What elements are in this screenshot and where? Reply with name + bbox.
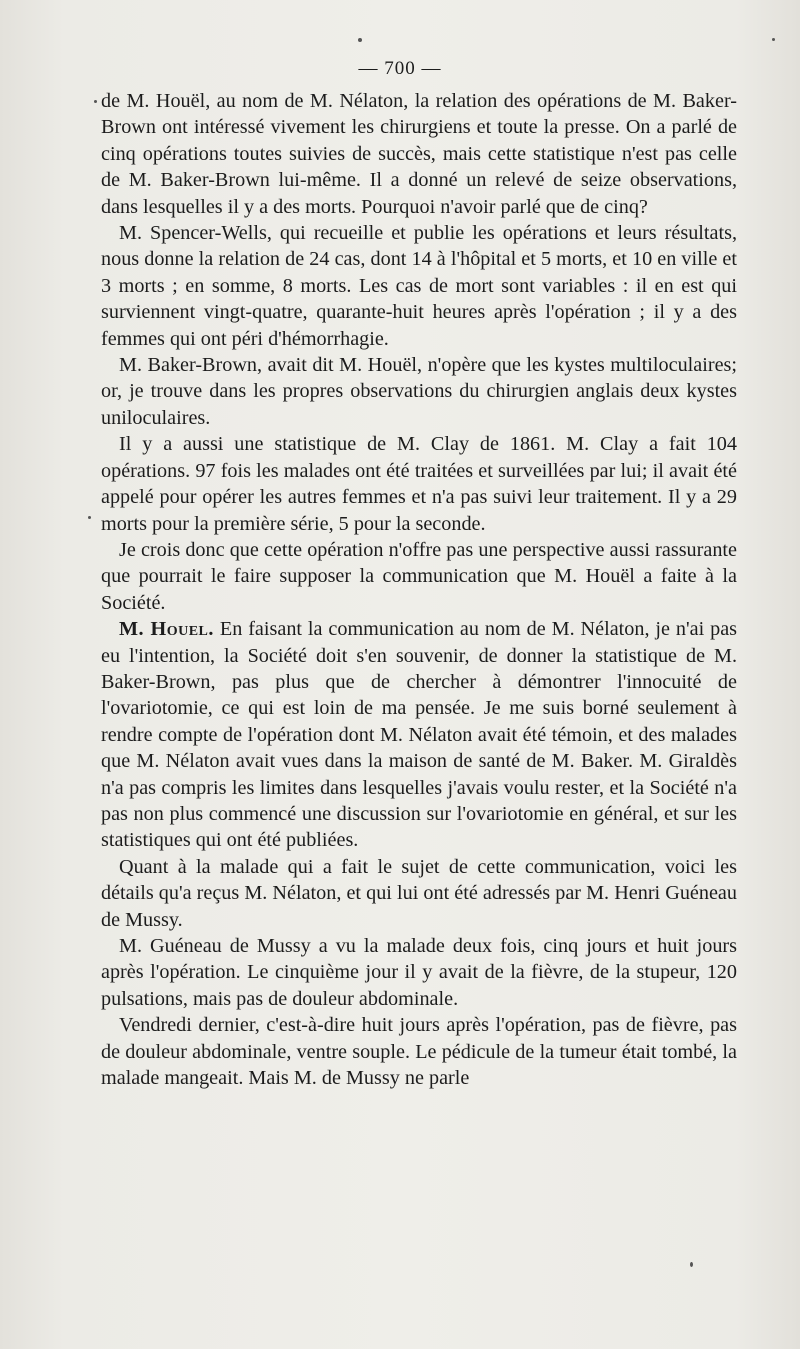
body-text: [101, 88, 737, 1091]
paper-speck: [772, 38, 775, 41]
paragraph-text: Vendredi dernier, c'est-à-dire huit jours après l'opération, pas de fièvre, pas de douleur abdominale, ventre souple. Le pédicule de la tumeur était tombé, la malade mangeait. Mais M. de Mussy ne parle: [101, 1014, 737, 1090]
paragraph-text: M. Spencer-Wells, qui recueille et publie les opérations et leurs résultats, nous donne la relation de 24 cas, dont 14 à l'hôpital et 5 morts, et 10 en ville et 3 morts ; en somme, 8 morts. Les cas de mort sont variables : il en est qui surviennent vingt-quatre, quarante-huit heures après l'opération ; il y a des femmes qui ont péri d'hémorrhagie.: [101, 222, 737, 350]
paragraph-text: Quant à la malade qui a fait le sujet de cette communication, voici les détails qu'a reçus M. Nélaton, et qui lui ont été adressés par M. Henri Guéneau de Mussy.: [101, 855, 737, 931]
paragraph-text: En faisant la communication au nom de M. Nélaton, je n'ai pas eu l'intention, la Société doit s'en souvenir, de donner la statistique de M. Baker-Brown, pas plus que de chercher à démontrer l'innocuité de l'ovariotomie, ce qui est loin de ma pensée. Je me suis borné seulement à rendre compte de l'opération dont M. Nélaton avait été témoin, et des malades que M. Nélaton avait vues dans la maison de santé de M. Baker. M. Giraldès n'a pas compris les limites dans lesquelles j'avais voulu rester, et la Société n'a pas non plus commencé une discussion sur l'ovariotomie en général, et sur les statistiques qui ont été publiées.: [101, 618, 738, 852]
paper-speck: [358, 38, 362, 42]
paragraph-clay-statistics: [101, 431, 737, 537]
paragraph-conclusion: [101, 537, 737, 616]
speaker-name: M. Houel.: [119, 618, 214, 641]
paper-speck: [690, 1262, 693, 1267]
paragraph-gueneau-visit: [101, 933, 737, 1012]
paragraph-text: M. Baker-Brown, avait dit M. Houël, n'opère que les kystes multiloculaires; or, je trouve dans les propres observations du chirurgien anglais deux kystes uniloculaires.: [101, 354, 737, 429]
paper-speck: [88, 516, 91, 519]
paragraph-spencer-wells: [101, 220, 737, 352]
paragraph-text: Je crois donc que cette opération n'offre pas une perspective aussi rassurante que pourrait le faire supposer la communication que M. Houël a faite à la Société.: [101, 538, 737, 614]
page-number: — 700 —: [358, 58, 442, 79]
paper-speck: [94, 100, 97, 103]
paragraph-friday-report: [101, 1012, 737, 1091]
paragraph-text: M. Guéneau de Mussy a vu la malade deux fois, cinq jours et huit jours après l'opération. Le cinquième jour il y avait de la fièvre, de la stupeur, 120 pulsations, mais pas de douleur abdominale.: [101, 935, 737, 1010]
paragraph-houel-reply: [101, 616, 737, 854]
paragraph-baker-brown: [101, 352, 737, 431]
paragraph-patient-details: [101, 854, 737, 933]
paragraph-continuation: [101, 88, 737, 220]
paragraph-text: Il y a aussi une statistique de M. Clay de 1861. M. Clay a fait 104 opérations. 97 fois les malades ont été traitées et surveillées par lui; il avait été appelé pour opérer les autres femmes et n'a pas suivi leur traitement. Il y a 29 morts pour la première série, 5 pour la seconde.: [101, 433, 737, 535]
paragraph-text: de M. Houël, au nom de M. Nélaton, la relation des opérations de M. Baker-Brown ont intéressé vivement les chirurgiens et toute la presse. On a parlé de cinq opérations toutes suivies de succès, mais cette statistique n'est pas celle de M. Baker-Brown lui-même. Il a donné un relevé de seize observations, dans lesquelles il y a des morts. Pourquoi n'avoir parlé que de cinq?: [101, 90, 737, 218]
